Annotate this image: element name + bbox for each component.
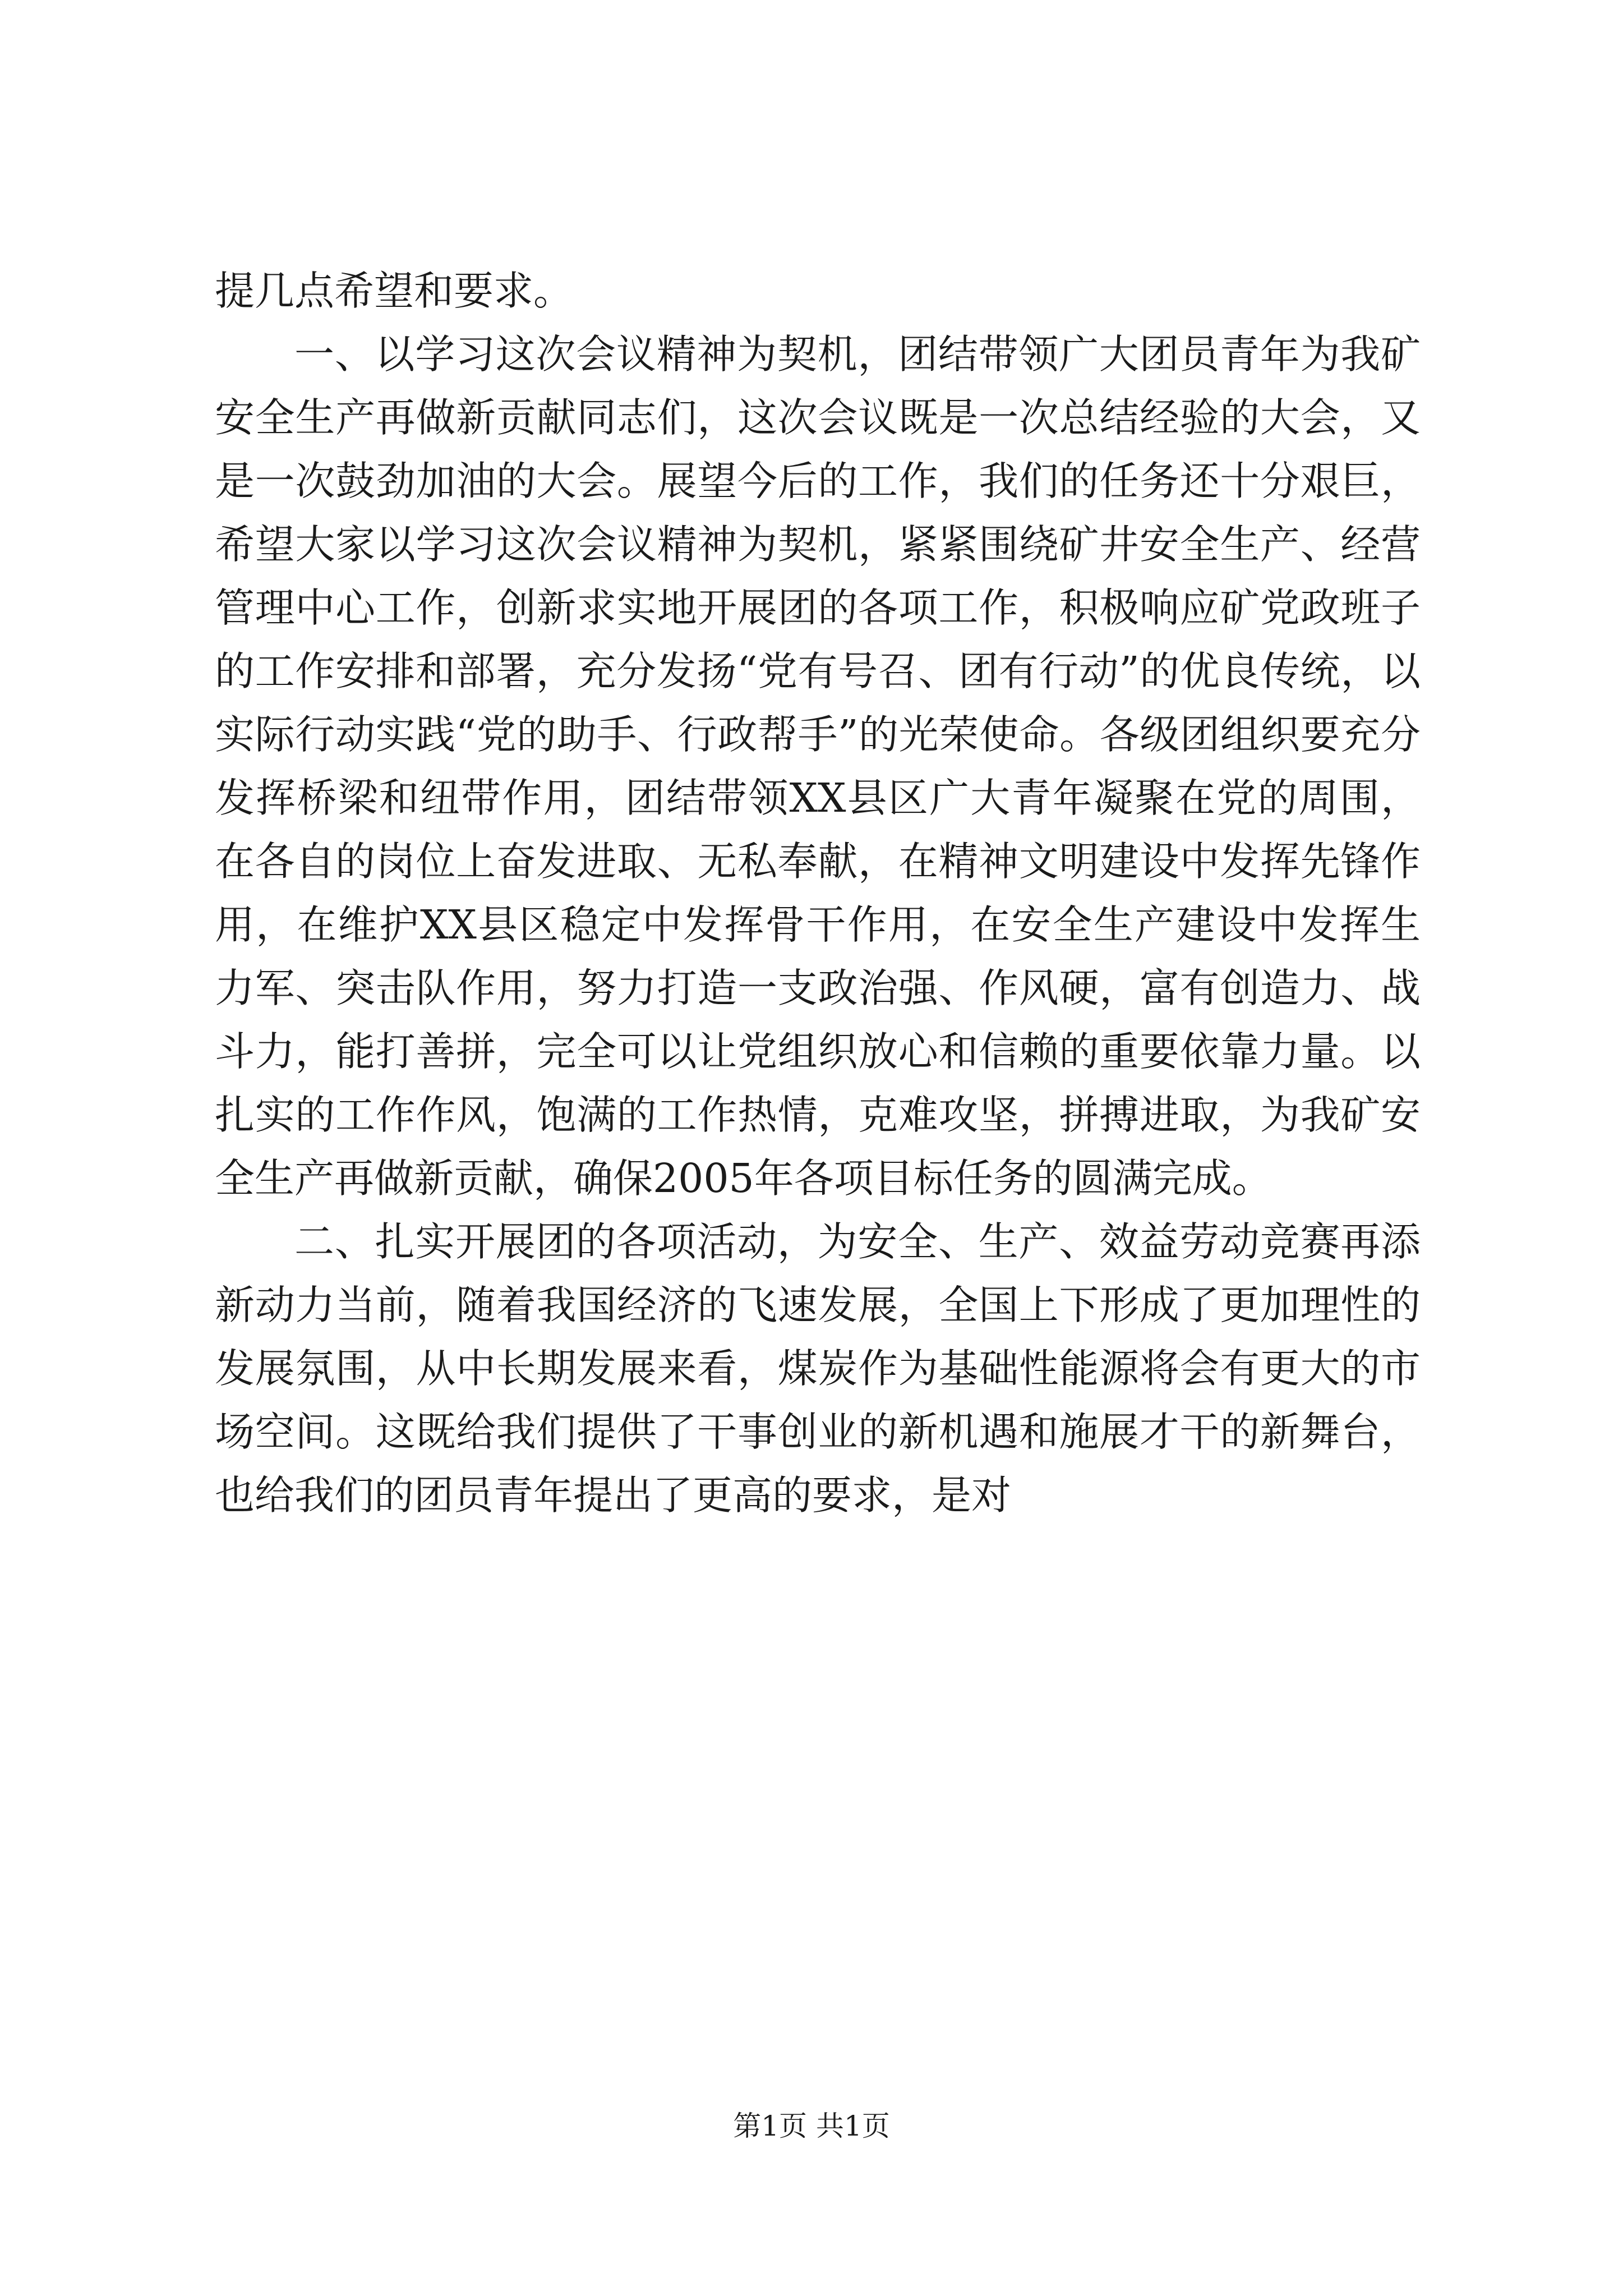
paragraph-section-two: 二、扎实开展团的各项活动，为安全、生产、效益劳动竞赛再添新动力当前，随着我国经济的飞速发展，全国上下形成了更加理性的发展氛围，从中长期发展来看，煤炭作为基础性能源将会有更大的市场空间。这既给我们提供了干事创业的新机遇和施展才干的新舞台，也给我们的团员青年提出了更高的要求，是对 <box>215 1218 1421 1519</box>
paragraph-continuation: 提几点希望和要求。 <box>215 268 574 314</box>
document-body <box>215 259 1421 1527</box>
page-number-footer: 第1页 共1页 <box>733 2110 890 2142</box>
paragraph-section-one: 一、以学习这次会议精神为契机，团结带领广大团员青年为我矿安全生产再做新贡献同志们，这次会议既是一次总结经验的大会，又是一次鼓劲加油的大会。展望今后的工作，我们的任务还十分艰巨，希望大家以学习这次会议精神为契机，紧紧围绕矿井安全生产、经营管理中心工作，创新求实地开展团的各项工作，积极响应矿党政班子的工作安排和部署，充分发扬“党有号召、团有行动”的优良传统，以实际行动实践“党的助手、行政帮手”的光荣使命。各级团组织要充分发挥桥梁和纽带作用，团结带领XX县区广大青年凝聚在党的周围，在各自的岗位上奋发进取、无私奉献，在精神文明建设中发挥先锋作用，在维护XX县区稳定中发挥骨干作用，在安全生产建设中发挥生力军、突击队作用，努力打造一支政治强、作风硬，富有创造力、战斗力，能打善拼，完全可以让党组织放心和信赖的重要依靠力量。以扎实的工作作风，饱满的工作热情，克难攻坚，拼搏进取，为我矿安全生产再做新贡献，确保2005年各项目标任务的圆满完成。 <box>215 331 1421 1202</box>
